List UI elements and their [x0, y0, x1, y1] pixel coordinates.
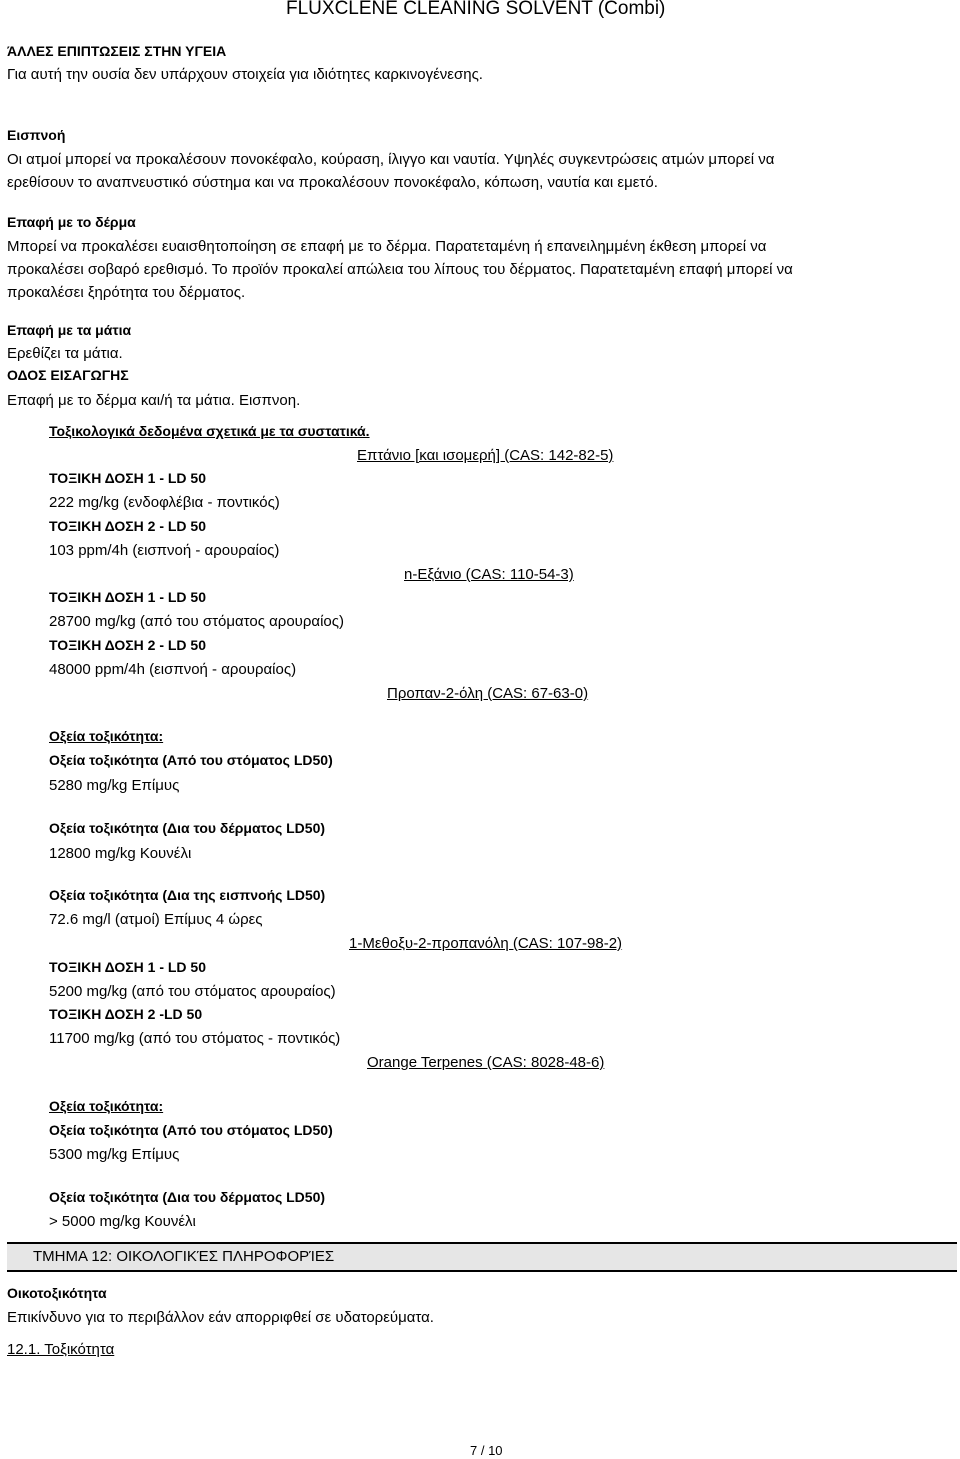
component-heptane-name: Επτάνιο [και ισομερή] (CAS: 142-82-5): [357, 447, 614, 464]
hexane-ld2-label: ΤΟΞΙΚΗ ΔΟΣΗ 2 - LD 50: [49, 637, 207, 653]
component-hexane-name: n-Εξάνιο (CAS: 110-54-3): [404, 566, 574, 583]
methoxypropanol-ld2-label: ΤΟΞΙΚΗ ΔΟΣΗ 2 -LD 50: [49, 1006, 203, 1022]
inhalation-text-line1: Οι ατμοί μπορεί να προκαλέσουν πονοκέφαλο, κούραση, ίλιγγο και ναυτία. Υψηλές συγκεντρώσεις ατμών μπορεί να: [7, 151, 775, 168]
heptane-ld1-label: ΤΟΞΙΚΗ ΔΟΣΗ 1 - LD 50: [49, 470, 207, 486]
propanol-oral-label: Οξεία τοξικότητα (Από του στόματος LD50): [49, 752, 333, 768]
page-number: 7 / 10: [470, 1443, 503, 1458]
component-terpenes-name: Orange Terpenes (CAS: 8028-48-6): [367, 1054, 605, 1071]
ecotoxicity-heading: Οικοτοξικότητα: [7, 1285, 107, 1301]
heptane-ld1-value: 222 mg/kg (ενδοφλέβια - ποντικός): [49, 494, 280, 511]
route-of-entry-heading: ΟΔΟΣ ΕΙΣΑΓΩΓΗΣ: [7, 367, 129, 383]
terpenes-dermal-value: > 5000 mg/kg Κουνέλι: [49, 1213, 196, 1230]
skin-contact-text-line2: προκαλέσει σοβαρό ερεθισμό. Το προϊόν προκαλεί απώλεια του λίπους του δέρματος. Παρατεταμένη επαφή μπορεί να: [7, 261, 793, 278]
eye-contact-heading: Επαφή με τα μάτια: [7, 322, 132, 338]
other-effects-heading: ΆΛΛΕΣ ΕΠΙΠΤΩΣΕΙΣ ΣΤΗΝ ΥΓΕΙΑ: [7, 43, 227, 59]
skin-contact-text-line1: Μπορεί να προκαλέσει ευαισθητοποίηση σε επαφή με το δέρμα. Παρατεταμένη ή επανειλημμένη έκθεση μπορεί να: [7, 238, 767, 255]
propanol-inhalation-value: 72.6 mg/l (ατμοί) Επίμυς 4 ώρες: [49, 911, 263, 928]
inhalation-heading: Εισπνοή: [7, 127, 66, 143]
component-methoxypropanol-name: 1-Μεθοξυ-2-προπανόλη (CAS: 107-98-2): [349, 935, 623, 952]
propanol-acute-heading: Οξεία τοξικότητα:: [49, 728, 164, 744]
document-title: FLUXCLENE CLEANING SOLVENT (Combi): [286, 0, 666, 19]
other-effects-text: Για αυτή την ουσία δεν υπάρχουν στοιχεία για ιδιότητες καρκινογένεσης.: [7, 66, 483, 83]
heptane-ld2-value: 103 ppm/4h (εισπνοή - αρουραίος): [49, 542, 280, 559]
methoxypropanol-ld1-value: 5200 mg/kg (από του στόματος αρουραίος): [49, 983, 336, 1000]
component-propanol-name: Προπαν-2-όλη (CAS: 67-63-0): [387, 685, 589, 702]
propanol-dermal-value: 12800 mg/kg Κουνέλι: [49, 845, 192, 862]
ecotoxicity-text: Επικίνδυνο για το περιβάλλον εάν απορριφθεί σε υδατορεύματα.: [7, 1309, 434, 1326]
propanol-dermal-label: Οξεία τοξικότητα (Δια του δέρματος LD50): [49, 820, 326, 836]
propanol-inhalation-label: Οξεία τοξικότητα (Δια της εισπνοής LD50): [49, 887, 326, 903]
subsection-toxicity-heading: 12.1. Τοξικότητα: [7, 1341, 115, 1358]
section-12-header: [7, 1242, 957, 1272]
hexane-ld2-value: 48000 ppm/4h (εισπνοή - αρουραίος): [49, 661, 297, 678]
heptane-ld2-label: ΤΟΞΙΚΗ ΔΟΣΗ 2 - LD 50: [49, 518, 207, 534]
hexane-ld1-value: 28700 mg/kg (από του στόματος αρουραίος): [49, 613, 344, 630]
route-of-entry-text: Επαφή με το δέρμα και/ή τα μάτια. Εισπνοη.: [7, 392, 301, 409]
terpenes-dermal-label: Οξεία τοξικότητα (Δια του δέρματος LD50): [49, 1189, 326, 1205]
components-tox-heading: Τοξικολογικά δεδομένα σχετικά με τα συστατικά.: [49, 423, 370, 439]
methoxypropanol-ld1-label: ΤΟΞΙΚΗ ΔΟΣΗ 1 - LD 50: [49, 959, 207, 975]
propanol-oral-value: 5280 mg/kg Επίμυς: [49, 777, 180, 794]
terpenes-oral-label: Οξεία τοξικότητα (Από του στόματος LD50): [49, 1122, 333, 1138]
hexane-ld1-label: ΤΟΞΙΚΗ ΔΟΣΗ 1 - LD 50: [49, 589, 207, 605]
methoxypropanol-ld2-value: 11700 mg/kg (από του στόματος - ποντικός): [49, 1030, 341, 1047]
section-12-title: ΤΜΗΜΑ 12: ΟΙΚΟΛΟΓΙΚΈΣ ΠΛΗΡΟΦΟΡΊΕΣ: [33, 1248, 335, 1265]
skin-contact-text-line3: προκαλέσει ξηρότητα του δέρματος.: [7, 284, 246, 301]
terpenes-oral-value: 5300 mg/kg Επίμυς: [49, 1146, 180, 1163]
eye-contact-text: Ερεθίζει τα μάτια.: [7, 345, 123, 362]
skin-contact-heading: Επαφή με το δέρμα: [7, 214, 136, 230]
inhalation-text-line2: ερεθίσουν το αναπνευστικό σύστημα και να προκαλέσουν πονοκέφαλο, κόπωση, ναυτία και εμετό.: [7, 174, 658, 191]
terpenes-acute-heading: Οξεία τοξικότητα:: [49, 1098, 164, 1114]
